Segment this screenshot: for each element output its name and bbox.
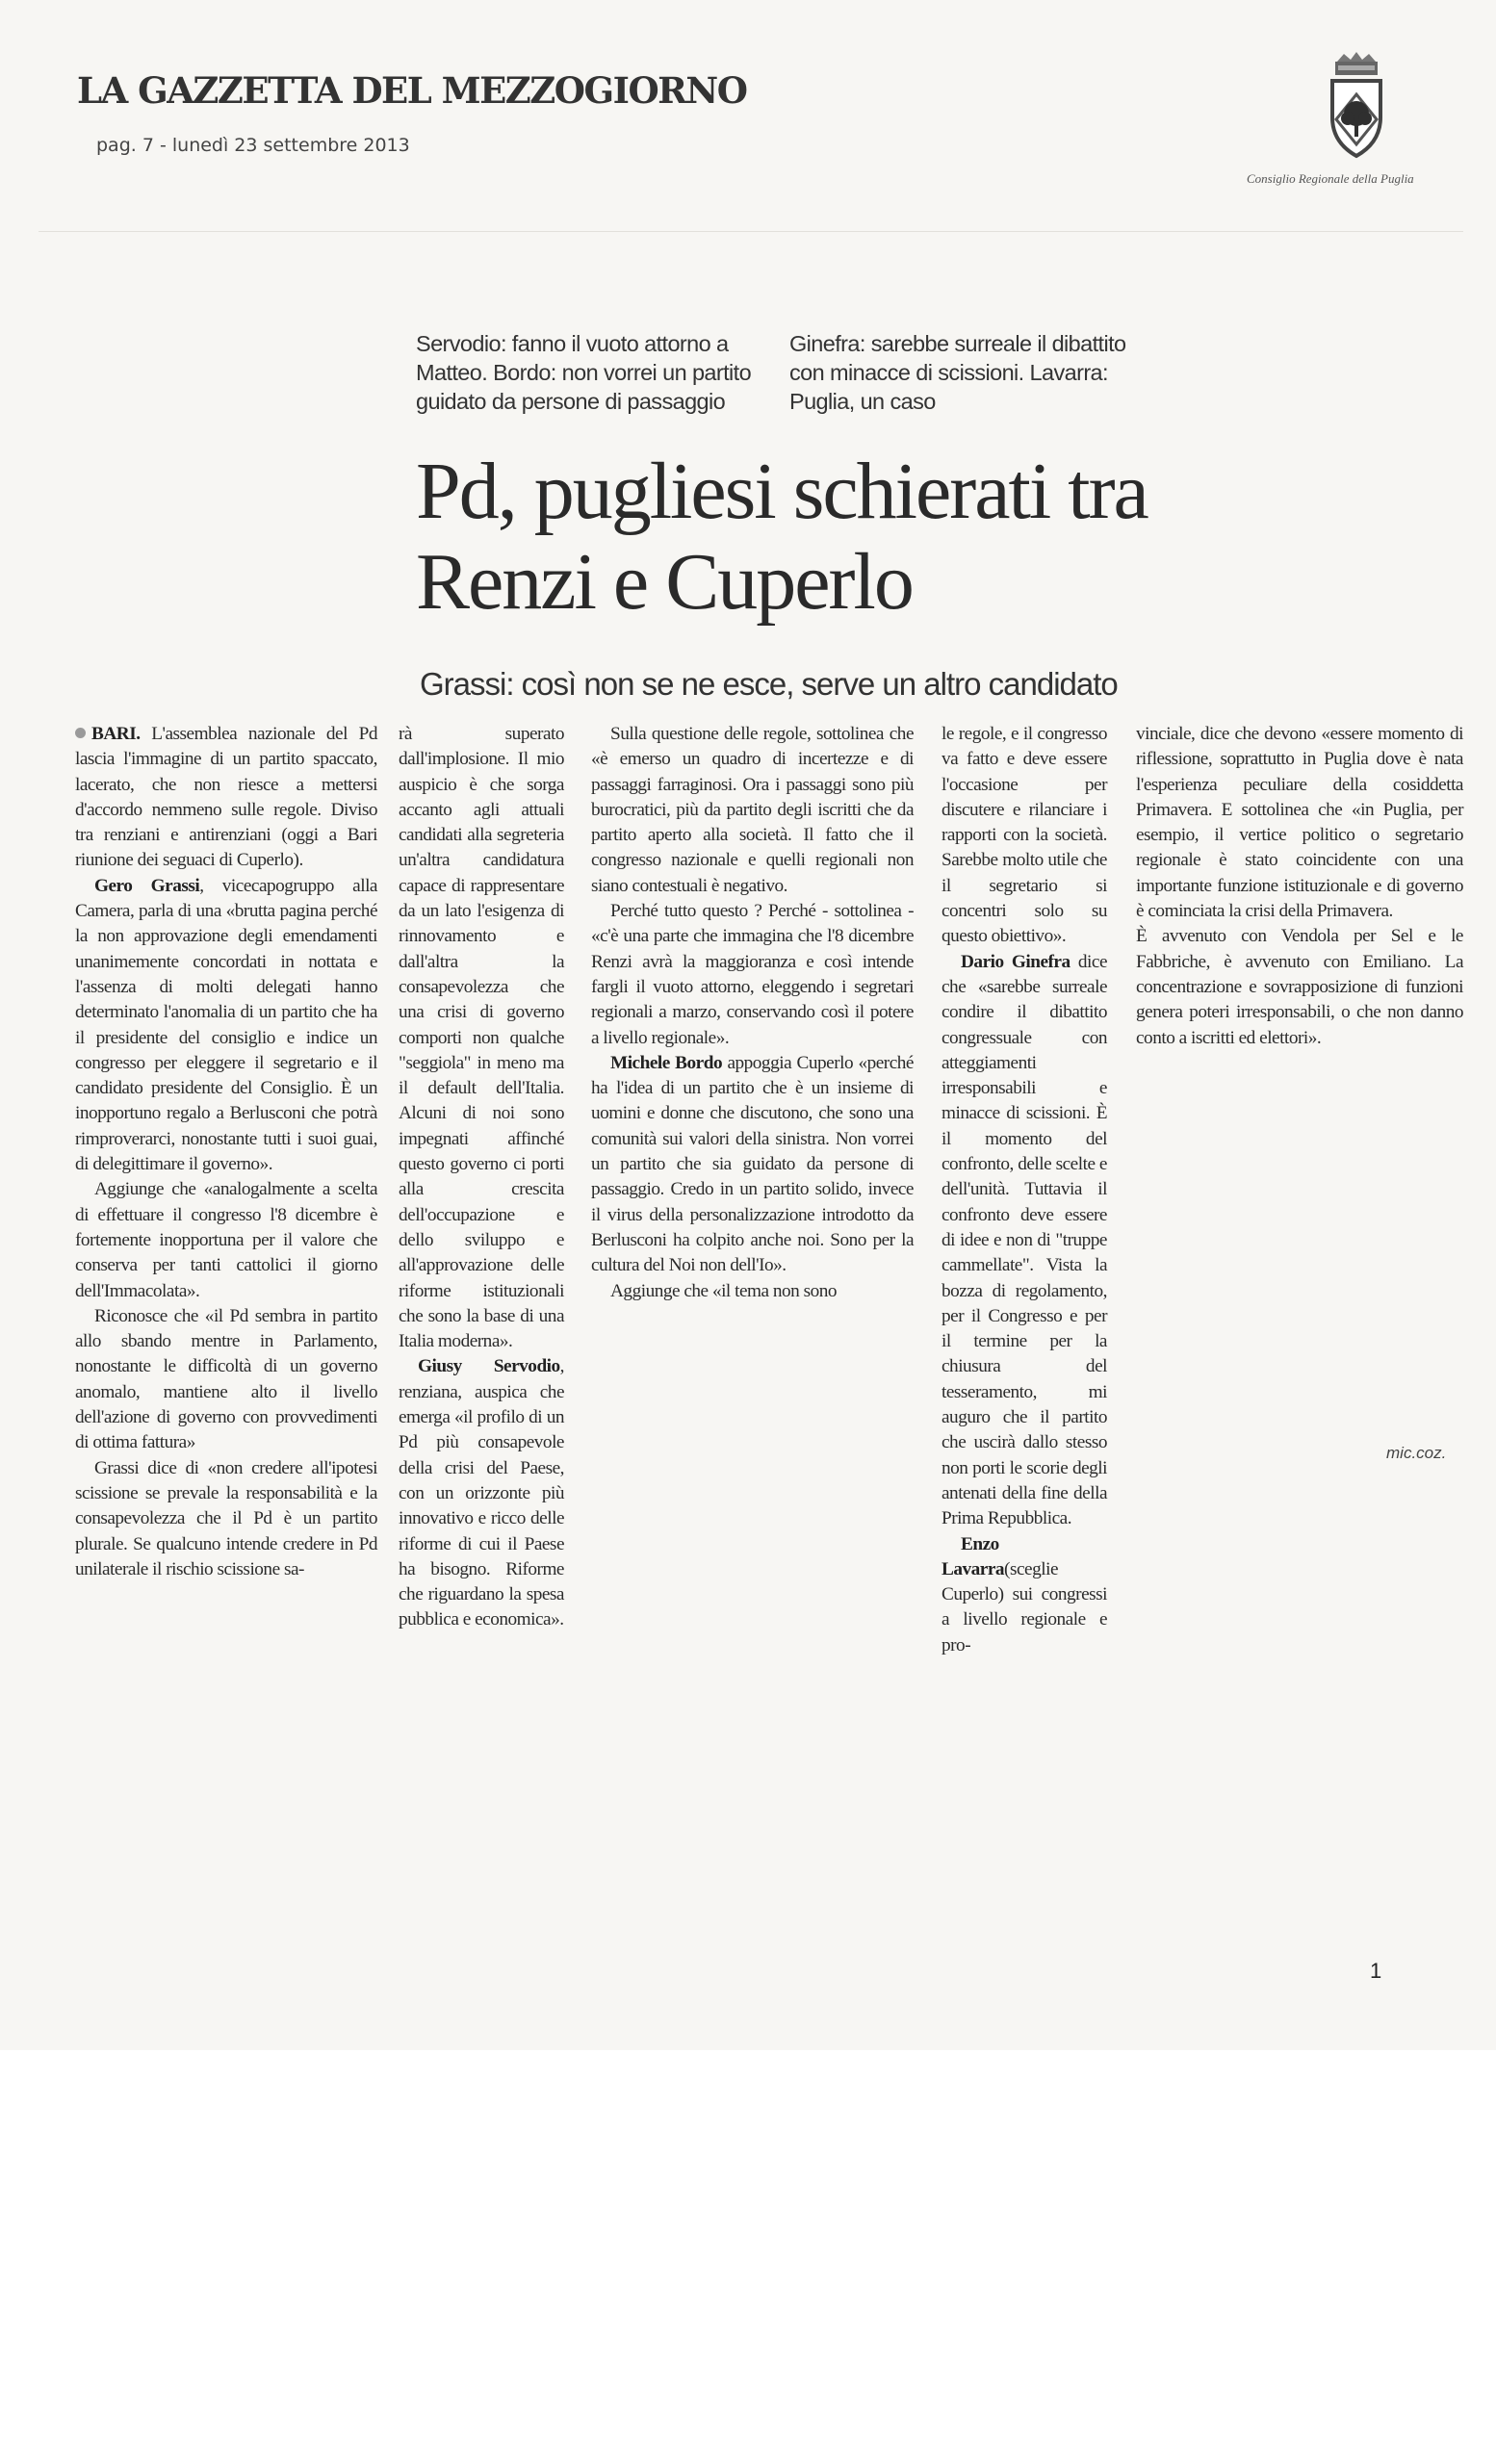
paragraph-text: L'assemblea nazionale del Pd lascia l'immagine di un partito spaccato, lacerato, che non riesce a mettersi d'accordo nemmeno sulle regole. Diviso tra renziani e antirenziani (oggi a Bari riunione dei seguaci di Cuperlo). xyxy=(75,724,377,871)
column-paragraph xyxy=(75,874,377,1178)
page-number: 1 xyxy=(1370,1959,1382,1983)
paragraph-text: (sceglie Cuperlo) sui congressi a livello regionale e pro- xyxy=(941,1558,1107,1656)
column-paragraph: Aggiunge che «analogalmente a scelta di effettuare il congresso l'8 dicembre è fortemente inopportuna per il valore che conserva per tanti cattolici il giorno dell'Immacolata». xyxy=(75,1179,377,1301)
column-paragraph: Perché tutto questo ? Perché - sottolinea - «c'è una parte che immagina che l'8 dicembre Renzi avrà la maggioranza e così intende fargli il vuoto attorno, eleggendo i segretari regionali a marzo, conservando così il potere a livello regionale». xyxy=(591,901,914,1048)
subheadline: Grassi: così non se ne esce, serve un altro candidato xyxy=(420,666,1118,702)
logo-caption: Consiglio Regionale della Puglia xyxy=(1247,171,1414,186)
column-paragraph xyxy=(591,1051,914,1279)
article-column-4 xyxy=(941,722,1107,1658)
kicker-right: Ginefra: sarebbe surreale il dibattito con minacce di scissioni. Lavarra: Puglia, un caso xyxy=(789,331,1126,414)
newspaper-masthead: LA GAZZETTA DEL MEZZOGIORNO xyxy=(77,69,747,112)
headline: Pd, pugliesi schierati tra Renzi e Cuperlo xyxy=(416,447,1148,627)
paragraph-text: , renziana, auspica che emerga «il profilo di un Pd più consapevole della crisi del Paese, con un orizzonte più innovativo e ricco delle riforme di cui il Paese ha bisogno. Riforme che riguardano la spesa pubblica e economica». xyxy=(399,1356,564,1630)
dateline: BARI. xyxy=(91,724,141,744)
speaker-name: Dario Ginefra xyxy=(961,951,1070,972)
page-info: pag. 7 - lunedì 23 settembre 2013 xyxy=(96,135,410,156)
column-paragraph xyxy=(941,1532,1107,1658)
column-paragraph: le regole, e il congresso va fatto e deve essere l'occasione per discutere e rilanciare i rapporti con la società. Sarebbe molto utile che il segretario si concentri solo su questo obiettivo». xyxy=(941,724,1107,947)
header-divider xyxy=(39,231,1463,232)
column-paragraph xyxy=(941,950,1107,1532)
column-paragraph: Aggiunge che «il tema non sono xyxy=(610,1280,838,1301)
regional-council-logo-icon xyxy=(1321,50,1392,166)
paragraph-text: , vicecapogruppo alla Camera, parla di una «brutta pagina perché la non approvazione degli emendamenti unanimemente concordati in nottata e l'assenza di molti delegati hanno determinato l'anomalia di un partito che ha il presidente del consiglio e indice un congresso per eleggere il segretario e il candidato presidente del Consiglio. È un inopportuno regalo a Berlusconi che potrà rimproverarci, nonostante tutti i suoi guai, di delegittimare il governo». xyxy=(75,875,377,1175)
bullet-dot-icon xyxy=(75,728,86,738)
paragraph-text: dice che «sarebbe surreale condire il dibattito congressuale con atteggiamenti irresponsabili e minacce di scissioni. È il momento del confronto, delle scelte e dell'unità. Tuttavia il confronto deve essere di idee e non di "truppe cammellate". Vista la bozza di regolamento, per il Congresso e per il termine per la chiusura del tesseramento, mi auguro che il partito che uscirà dallo stesso non porti le scorie degli antenati della fine della Prima Repubblica. xyxy=(941,951,1108,1529)
speaker-name: Enzo Lavarra xyxy=(941,1533,1005,1579)
paragraph-text: appoggia Cuperlo «perché ha l'idea di un partito che è un insieme di uomini e donne che discutono, che sono una comunità sui valori della sinistra. Non vorrei un partito che sia guidato da persone di passaggio. Credo in un partito solido, invece il virus della personalizzazione introdotto da Berlusconi ha colpito anche noi. Sono per la cultura del Noi non dell'Io». xyxy=(591,1052,914,1276)
column-paragraph: Sulla questione delle regole, sottolinea che «è emerso un quadro di incertezze e di passaggi farraginosi. Ora i passaggi sono più burocratici, più da partito degli iscritti che da partito aperto alla società. Il fatto che il congresso nazionale e quelli regionali non siano contestuali è negativo. xyxy=(591,724,914,896)
speaker-name: Giusy Servodio xyxy=(418,1356,560,1377)
column-paragraph xyxy=(399,1354,564,1632)
column-paragraph: Riconosce che «il Pd sembra in partito allo sbando mentre in Parlamento, nonostante le difficoltà di un governo anomalo, mantiene alto il livello dell'azione di governo con provvedimenti di ottima fattura» xyxy=(75,1305,377,1453)
column-paragraph: Grassi dice di «non credere all'ipotesi scissione se prevale la responsabilità e la consapevolezza che il Pd è un partito plurale. Se qualcuno intende credere in Pd unilaterale il rischio scissione sa- xyxy=(75,1457,377,1579)
column-paragraph: rà superato dall'implosione. Il mio auspicio è che sorga accanto agli attuali candidati alla segreteria un'altra candidatura capace di rappresentare da un lato l'esigenza di rinnovamento e dall'altra la consapevolezza che una crisi di governo comporti non qualche "seggiola" in meno ma il default dell'Italia. Alcuni di noi sono impegnati affinché questo governo ci porti alla crescita dell'occupazione e dello sviluppo e all'approvazione delle riforme istituzionali che sono la base di una Italia moderna». xyxy=(399,724,564,1352)
author-signature: mic.coz. xyxy=(1386,1444,1447,1462)
speaker-name: Michele Bordo xyxy=(610,1052,723,1073)
article-column-5 xyxy=(1136,722,1463,1051)
kicker-left: Servodio: fanno il vuoto attorno a Matteo. Bordo: non vorrei un partito guidato da persone di passaggio xyxy=(416,331,752,414)
article-column-2 xyxy=(399,722,564,1633)
column-paragraph: vinciale, dice che devono «essere momento di riflessione, soprattutto in Puglia dove è nata l'esperienza peculiare della cosiddetta Primavera. E sottolinea che «in Puglia, per esempio, il vertice politico o segretario regionale è stato coincidente con una importante funzione istituzionale e di governo è cominciata la crisi della Primavera. xyxy=(1136,724,1463,922)
article-column-3 xyxy=(591,722,914,1304)
article-column-1 xyxy=(75,722,377,1582)
column-paragraph: È avvenuto con Vendola per Sel e le Fabbriche, è avvenuto con Emiliano. La concentrazione e sovrapposizione di funzioni genera poteri irresponsabili, o che non danno conto a iscritti ed elettori». xyxy=(1136,926,1463,1048)
speaker-name: Gero Grassi xyxy=(94,875,200,896)
column-paragraph xyxy=(75,722,377,874)
